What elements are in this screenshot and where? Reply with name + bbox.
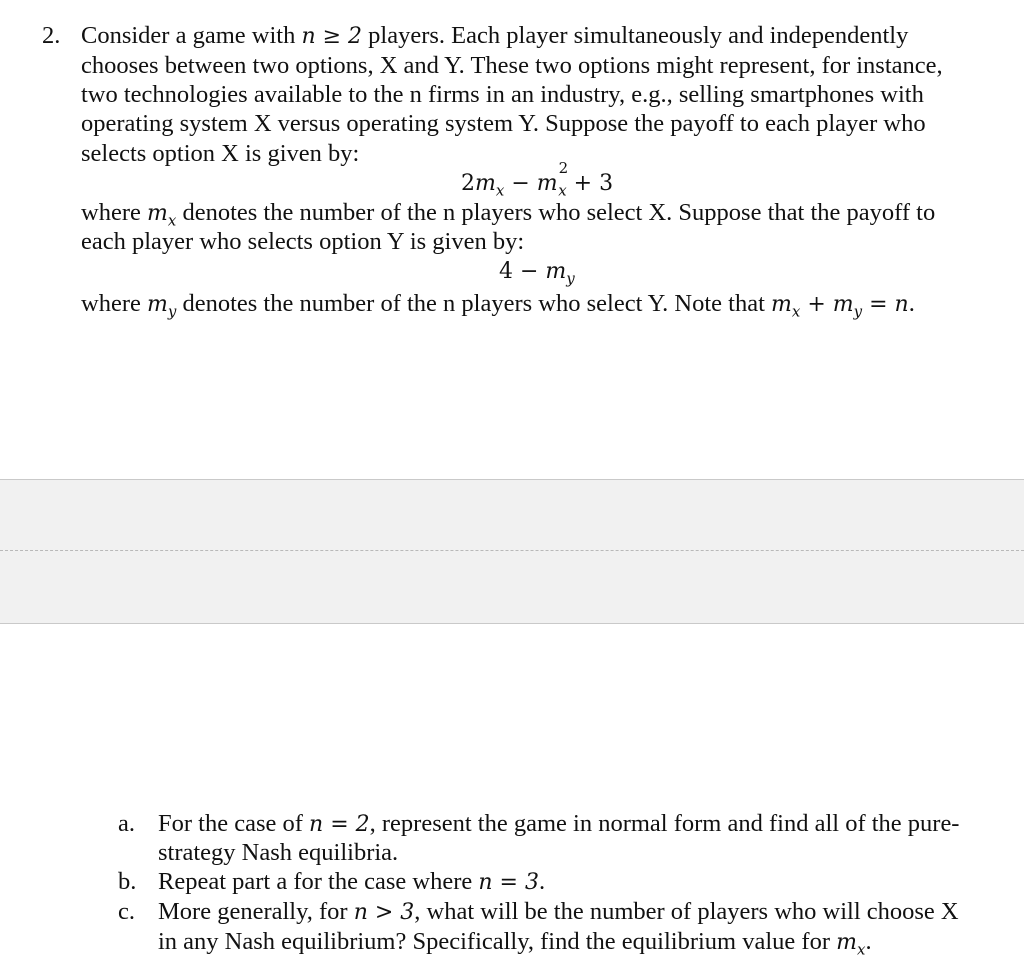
math-sum-equals-n: $m_x + m_y = n$	[771, 292, 909, 321]
part-b-label: b.	[118, 868, 137, 895]
part-b-line-1: Repeat part a for the case where n = 3.	[158, 868, 546, 895]
page-break-dashed-line	[0, 550, 1024, 551]
math-n-gt-3: n > 3	[353, 900, 415, 925]
problem-line-6: where $m_x$ denotes the number of the n players who select X. Suppose that the payoff to	[81, 199, 936, 230]
part-c-label: c.	[118, 898, 135, 925]
math-n-geq-2: n ≥ 2	[301, 24, 363, 49]
page-break-band	[0, 479, 1024, 624]
problem-line-3: two technologies available to the n firms in an industry, e.g., selling smartphones with	[81, 81, 924, 108]
math-n-eq-3: n = 3	[478, 870, 539, 895]
part-c-line-1: More generally, for n > 3, what will be the number of players who will choose X	[158, 898, 959, 925]
part-a-line-1: For the case of n = 2, represent the game in normal form and find all of the pure-	[158, 810, 960, 837]
payoff-x-formula: $2m_x - m^2_x + 3$	[461, 158, 614, 200]
payoff-y-formula: $4 - m_y$	[499, 259, 575, 288]
part-a-line-2: strategy Nash equilibria.	[158, 839, 399, 866]
problem-line-5: selects option X is given by:	[81, 140, 360, 167]
part-c-line-2: in any Nash equilibrium? Specifically, find the equilibrium value for $m_x$.	[158, 928, 872, 959]
math-m-x: $m_x$	[146, 201, 177, 230]
math-m-y: $m_y$	[146, 292, 177, 321]
math-m-x-final: $m_x$	[836, 930, 866, 959]
part-a-label: a.	[118, 810, 135, 837]
problem-line-1: Consider a game with n ≥ 2 players. Each player simultaneously and independently	[81, 22, 909, 49]
problem-line-8: where $m_y$ denotes the number of the n players who select Y. Note that $m_x + m_y = n$.	[81, 290, 915, 321]
problem-line-4: operating system X versus operating system Y. Suppose the payoff to each player who	[81, 110, 926, 137]
problem-line-2: chooses between two options, X and Y. These two options might represent, for instance,	[81, 52, 943, 79]
problem-line-7: each player who selects option Y is given by:	[81, 228, 525, 255]
problem-number: 2.	[42, 22, 61, 49]
math-n-eq-2: n = 2	[309, 812, 370, 837]
